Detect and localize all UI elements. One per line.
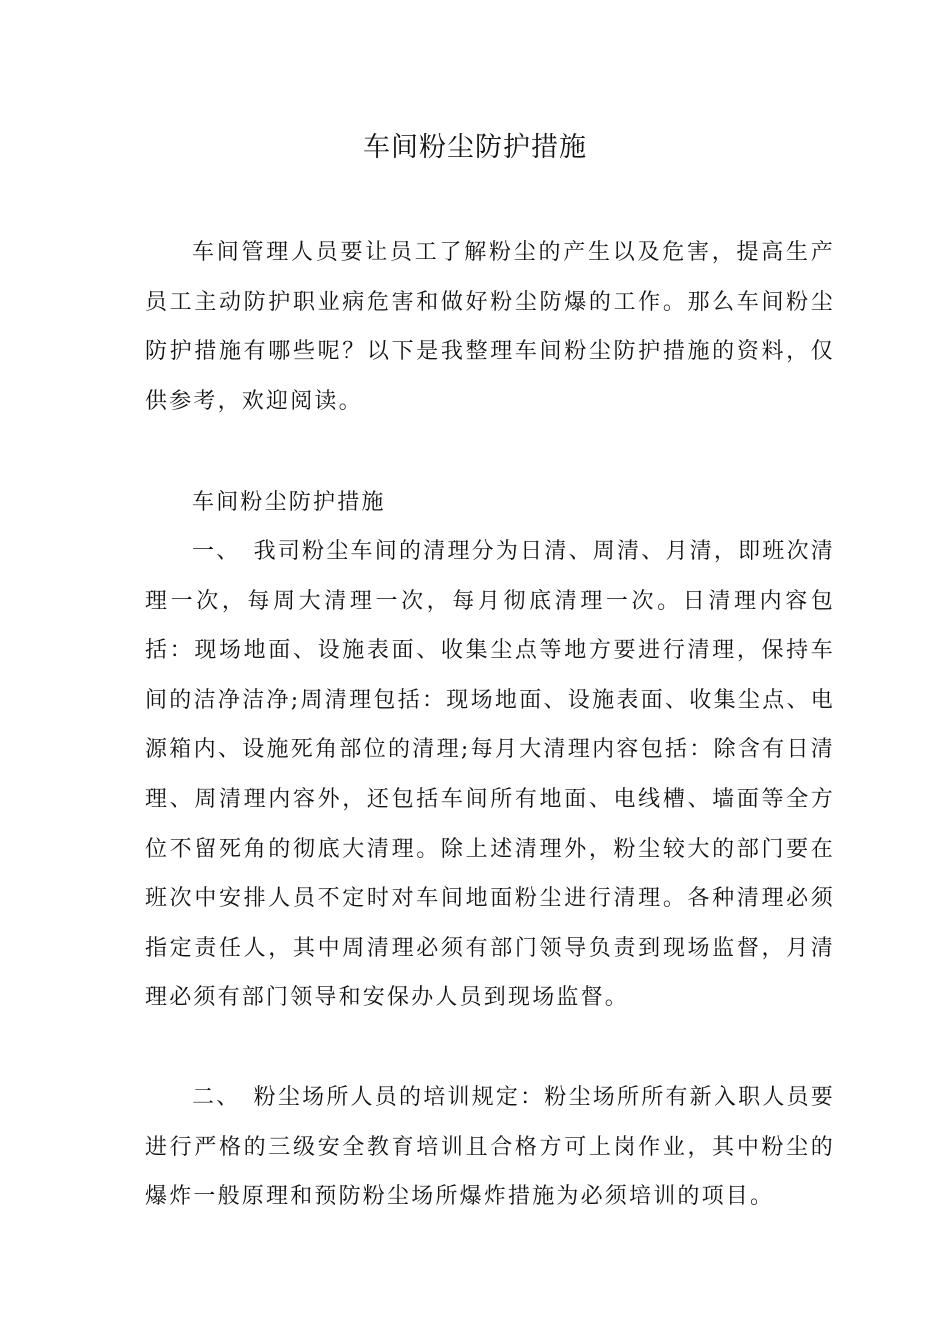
cleaning-paragraph: 一、 我司粉尘车间的清理分为日清、周清、月清，即班次清理一次，每周大清理一次，每月彻底清理一次。日清理内容包括：现场地面、设施表面、收集尘点等地方要进行清理，保持车间的洁净洁净;周清理包括：现场地面、设施表面、收集尘点、电源箱内、设施死角部位的清理;每月大清理内容包括：除含有日清理、周清理内容外，还包括车间所有地面、电线槽、墙面等全方位不留死角的彻底大清理。除上述清理外，粉尘较大的部门要在班次中安排人员不定时对车间地面粉尘进行清理。各种清理必须指定责任人，其中周清理必须有部门领导负责到现场监督，月清理必须有部门领导和安保办人员到现场监督。 xyxy=(145,539,835,1011)
section-heading: 车间粉尘防护措施 xyxy=(192,490,386,515)
training-paragraph: 二、 粉尘场所人员的培训规定：粉尘场所所有新入职人员要进行严格的三级安全教育培训且合格方可上岗作业，其中粉尘的爆炸一般原理和预防粉尘场所爆炸措施为必须培训的项目。 xyxy=(145,1085,835,1210)
intro-paragraph: 车间管理人员要让员工了解粉尘的产生以及危害，提高生产员工主动防护职业病危害和做好粉尘防爆的工作。那么车间粉尘防护措施有哪些呢？以下是我整理车间粉尘防护措施的资料，仅供参考，欢迎阅读。 xyxy=(145,240,835,414)
document-title: 车间粉尘防护措施 xyxy=(363,132,587,163)
